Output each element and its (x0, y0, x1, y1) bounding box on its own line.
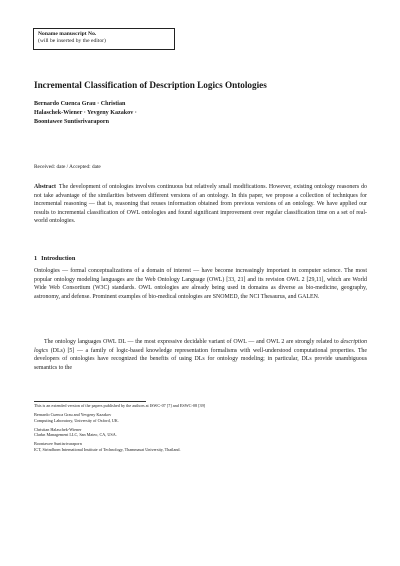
emphasized-term: description logics (34, 339, 367, 354)
author-line: Halaschek-Wiener · Yevgeny Kazakov · (34, 109, 137, 116)
footnotes (34, 403, 367, 456)
abstract-label: Abstract (34, 184, 56, 190)
affiliation-institution: Computing Laboratory, University of Oxford, UK. (34, 417, 119, 423)
section-number: 1 (34, 255, 38, 262)
author-list (34, 100, 234, 126)
manuscript-number-label: Noname manuscript No. (38, 31, 97, 37)
intro-paragraph-2 (34, 338, 367, 372)
author-line: Boontawee Suntisrivaraporn (34, 118, 109, 125)
author-line: Bernardo Cuenca Grau · Christian (34, 101, 126, 107)
footnote-divider (34, 401, 146, 402)
affiliation-institution: Clarkn Management LLC, San Mateo, CA, USA. (34, 432, 117, 438)
section-title: Introduction (41, 255, 76, 262)
affiliation-block (34, 427, 367, 438)
affiliation-block (34, 441, 367, 452)
affiliation-block (34, 412, 367, 423)
abstract-text: The development of ontologies involves continuous but relatively small modifications. However, existing ontology reasoners do not take advantage of the similarities between different versions of an ontology. In this paper, we propose a collection of techniques for incremental reasoning — that is, reasoning that reuses information obtained from previous versions of an ontology. We have applied our results to incremental classification of OWL ontologies and found significant improvement over regular classification time on a set of real-world ontologies. (34, 184, 367, 225)
footnote-note: This is an extended version of the papers published by the authors at ISWC-07 [7] and ESWC-08 [39] (34, 403, 206, 408)
abstract (34, 183, 367, 226)
manuscript-number-box (33, 28, 175, 50)
affiliation-names: Bernardo Cuenca Grau and Yevgeny Kazakov (34, 412, 112, 418)
section-heading (34, 255, 334, 263)
manuscript-editor-note: (will be inserted by the editor) (38, 37, 106, 44)
affiliation-names: Boontawee Suntisrivaraporn (34, 441, 82, 447)
affiliation-institution: ICT, Sirindhorn International Institute of Technology, Thammasat University, Thailand. (34, 447, 181, 453)
paragraph-text: The ontology languages OWL DL — the most expressive decidable variant of OWL — and OWL 2 are strongly related to (44, 339, 341, 345)
affiliation-names: Christian Halaschek-Wiener (34, 426, 82, 432)
received-accepted-dates: Received: date / Accepted: date (34, 164, 101, 170)
paragraph-text: (DLs) [5] — a family of logic-based knowledge representation formalisms with well-understood computational properties. The developers of ontologies have recognized the benefits of using DLs for ontology modeling; in particular, DLs provide unambiguous semantics to the (34, 347, 367, 371)
intro-paragraph-1: Ontologies — formal conceptualizations of a domain of interest — have become increasingly important in computer science. The most popular ontology modeling languages are the Web Ontology Language (OWL) [33, 21] and its revision OWL 2 [29,11], which are World Wide Web Consortium (W3C) standards. OWL ontologies are already being used in domains as diverse as bio-medicine, geography, astronomy, and defense. Prominent examples of bio-medical ontologies are SNOMED, the NCI Thesaurus, and GALEN. (34, 268, 367, 300)
paper-title: Incremental Classification of Description Logics Ontologies (34, 80, 267, 90)
